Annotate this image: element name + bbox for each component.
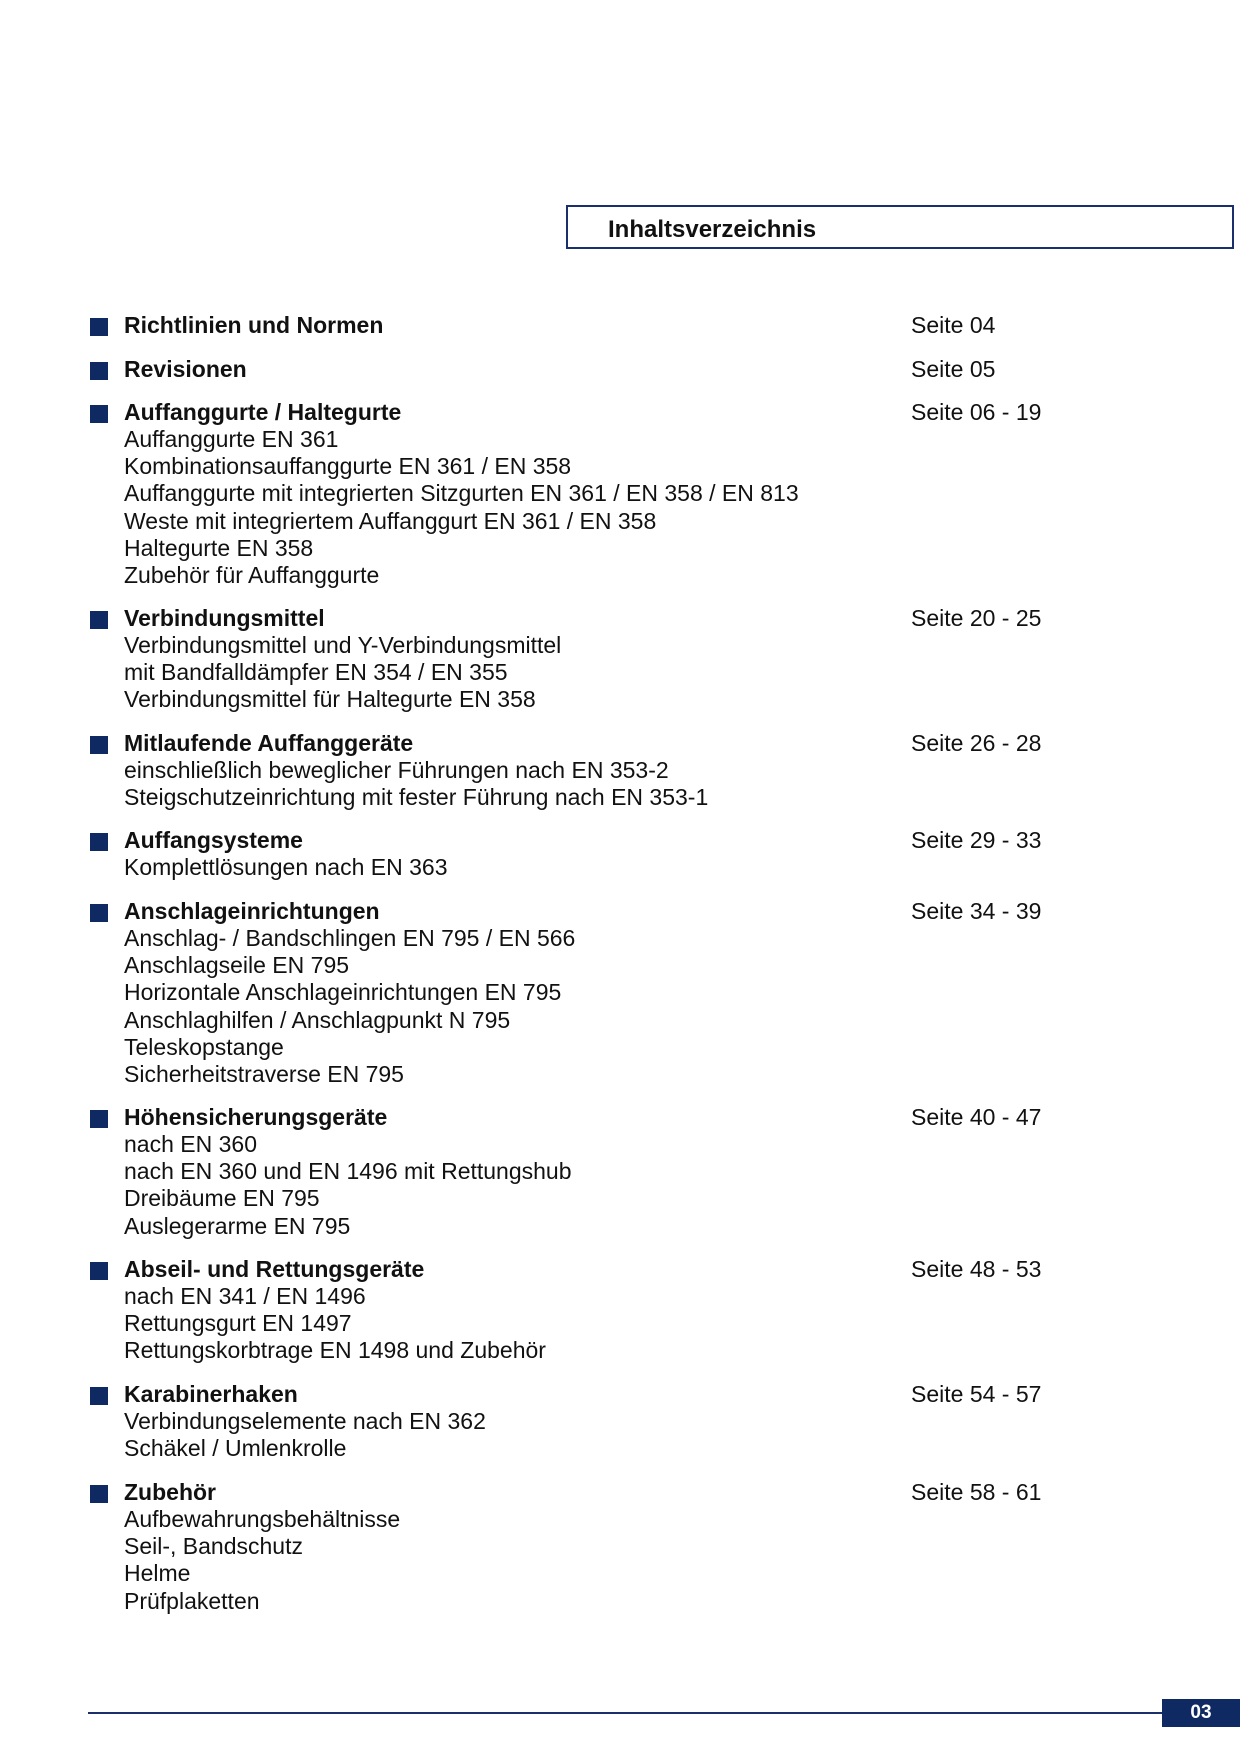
section-subitems xyxy=(124,426,799,589)
section-subitems xyxy=(124,1131,572,1240)
section-title[interactable]: Höhensicherungsgeräte xyxy=(124,1104,388,1130)
section-subitems xyxy=(124,1506,400,1615)
subitem: Zubehör für Auffanggurte xyxy=(124,562,380,589)
square-bullet-icon xyxy=(90,904,108,922)
page-number-badge: 03 xyxy=(1162,1699,1240,1727)
square-bullet-icon xyxy=(90,1110,108,1128)
subitem: Auffanggurte EN 361 xyxy=(124,426,339,452)
square-bullet-icon xyxy=(90,611,108,629)
section-subitems xyxy=(124,1283,546,1365)
subitem: nach EN 360 xyxy=(124,1131,257,1157)
subitem: mit Bandfalldämpfer EN 354 / EN 355 xyxy=(124,659,508,686)
subitem: Verbindungsmittel und Y-Verbindungsmittel xyxy=(124,632,562,658)
subitem: nach EN 341 / EN 1496 xyxy=(124,1283,366,1309)
square-bullet-icon xyxy=(90,736,108,754)
section-page-ref: Seite 04 xyxy=(911,312,996,338)
subitem: Seil-, Bandschutz xyxy=(124,1533,303,1560)
section-subitems xyxy=(124,632,561,714)
subitem: Anschlag- / Bandschlingen EN 795 / EN 566 xyxy=(124,925,576,951)
subitem: Steigschutzeinrichtung mit fester Führung nach EN 353-1 xyxy=(124,784,709,811)
square-bullet-icon xyxy=(90,1387,108,1405)
toc-title-box xyxy=(566,205,1234,249)
square-bullet-icon xyxy=(90,1262,108,1280)
subitem: Schäkel / Umlenkrolle xyxy=(124,1435,347,1462)
square-bullet-icon xyxy=(90,833,108,851)
section-title[interactable]: Richtlinien und Normen xyxy=(124,312,384,338)
section-page-ref: Seite 58 - 61 xyxy=(911,1479,1042,1505)
section-title[interactable]: Zubehör xyxy=(124,1479,216,1505)
subitem: Teleskopstange xyxy=(124,1033,284,1060)
section-page-ref: Seite 05 xyxy=(911,356,996,382)
section-page-ref: Seite 48 - 53 xyxy=(911,1256,1042,1282)
section-page-ref: Seite 40 - 47 xyxy=(911,1104,1042,1130)
section-title[interactable]: Auffangsysteme xyxy=(124,827,303,853)
subitem: Weste mit integriertem Auffanggurt EN 361 / EN 358 xyxy=(124,507,657,534)
square-bullet-icon xyxy=(90,1485,108,1503)
subitem: Anschlagseile EN 795 xyxy=(124,952,350,979)
subitem: Sicherheitstraverse EN 795 xyxy=(124,1061,404,1088)
section-title[interactable]: Karabinerhaken xyxy=(124,1381,298,1407)
subitem: Haltegurte EN 358 xyxy=(124,534,314,561)
square-bullet-icon xyxy=(90,405,108,423)
square-bullet-icon xyxy=(90,318,108,336)
section-title[interactable]: Revisionen xyxy=(124,356,247,382)
section-page-ref: Seite 29 - 33 xyxy=(911,827,1042,853)
section-subitems xyxy=(124,1408,486,1462)
section-title[interactable]: Abseil- und Rettungsgeräte xyxy=(124,1256,425,1282)
section-title[interactable]: Auffanggurte / Haltegurte xyxy=(124,399,402,425)
subitem: Horizontale Anschlageinrichtungen EN 795 xyxy=(124,979,562,1006)
section-subitems xyxy=(124,757,708,811)
subitem: Helme xyxy=(124,1560,191,1587)
subitem: Komplettlösungen nach EN 363 xyxy=(124,854,448,880)
subitem: Rettungskorbtrage EN 1498 und Zubehör xyxy=(124,1337,546,1364)
footer-divider xyxy=(88,1712,1162,1714)
section-subitems xyxy=(124,925,575,1088)
section-title[interactable]: Verbindungsmittel xyxy=(124,605,325,631)
subitem: Verbindungsmittel für Haltegurte EN 358 xyxy=(124,686,536,713)
subitem: Verbindungselemente nach EN 362 xyxy=(124,1408,486,1434)
subitem: Aufbewahrungsbehältnisse xyxy=(124,1506,401,1532)
subitem: Auslegerarme EN 795 xyxy=(124,1212,351,1239)
section-page-ref: Seite 26 - 28 xyxy=(911,730,1042,756)
subitem: Dreibäume EN 795 xyxy=(124,1185,320,1212)
section-title[interactable]: Mitlaufende Auffanggeräte xyxy=(124,730,414,756)
section-title[interactable]: Anschlageinrichtungen xyxy=(124,898,380,924)
section-page-ref: Seite 54 - 57 xyxy=(911,1381,1042,1407)
subitem: einschließlich beweglicher Führungen nach EN 353-2 xyxy=(124,757,669,783)
section-subitems xyxy=(124,854,448,881)
subitem: nach EN 360 und EN 1496 mit Rettungshub xyxy=(124,1158,572,1185)
subitem: Rettungsgurt EN 1497 xyxy=(124,1310,352,1337)
square-bullet-icon xyxy=(90,362,108,380)
section-page-ref: Seite 20 - 25 xyxy=(911,605,1042,631)
subitem: Anschlaghilfen / Anschlagpunkt N 795 xyxy=(124,1006,511,1033)
page-title: Inhaltsverzeichnis xyxy=(608,216,817,243)
section-page-ref: Seite 34 - 39 xyxy=(911,898,1042,924)
subitem: Prüfplaketten xyxy=(124,1587,260,1614)
subitem: Auffanggurte mit integrierten Sitzgurten EN 361 / EN 358 / EN 813 xyxy=(124,480,799,507)
subitem: Kombinationsauffanggurte EN 361 / EN 358 xyxy=(124,453,572,480)
section-page-ref: Seite 06 - 19 xyxy=(911,399,1042,425)
